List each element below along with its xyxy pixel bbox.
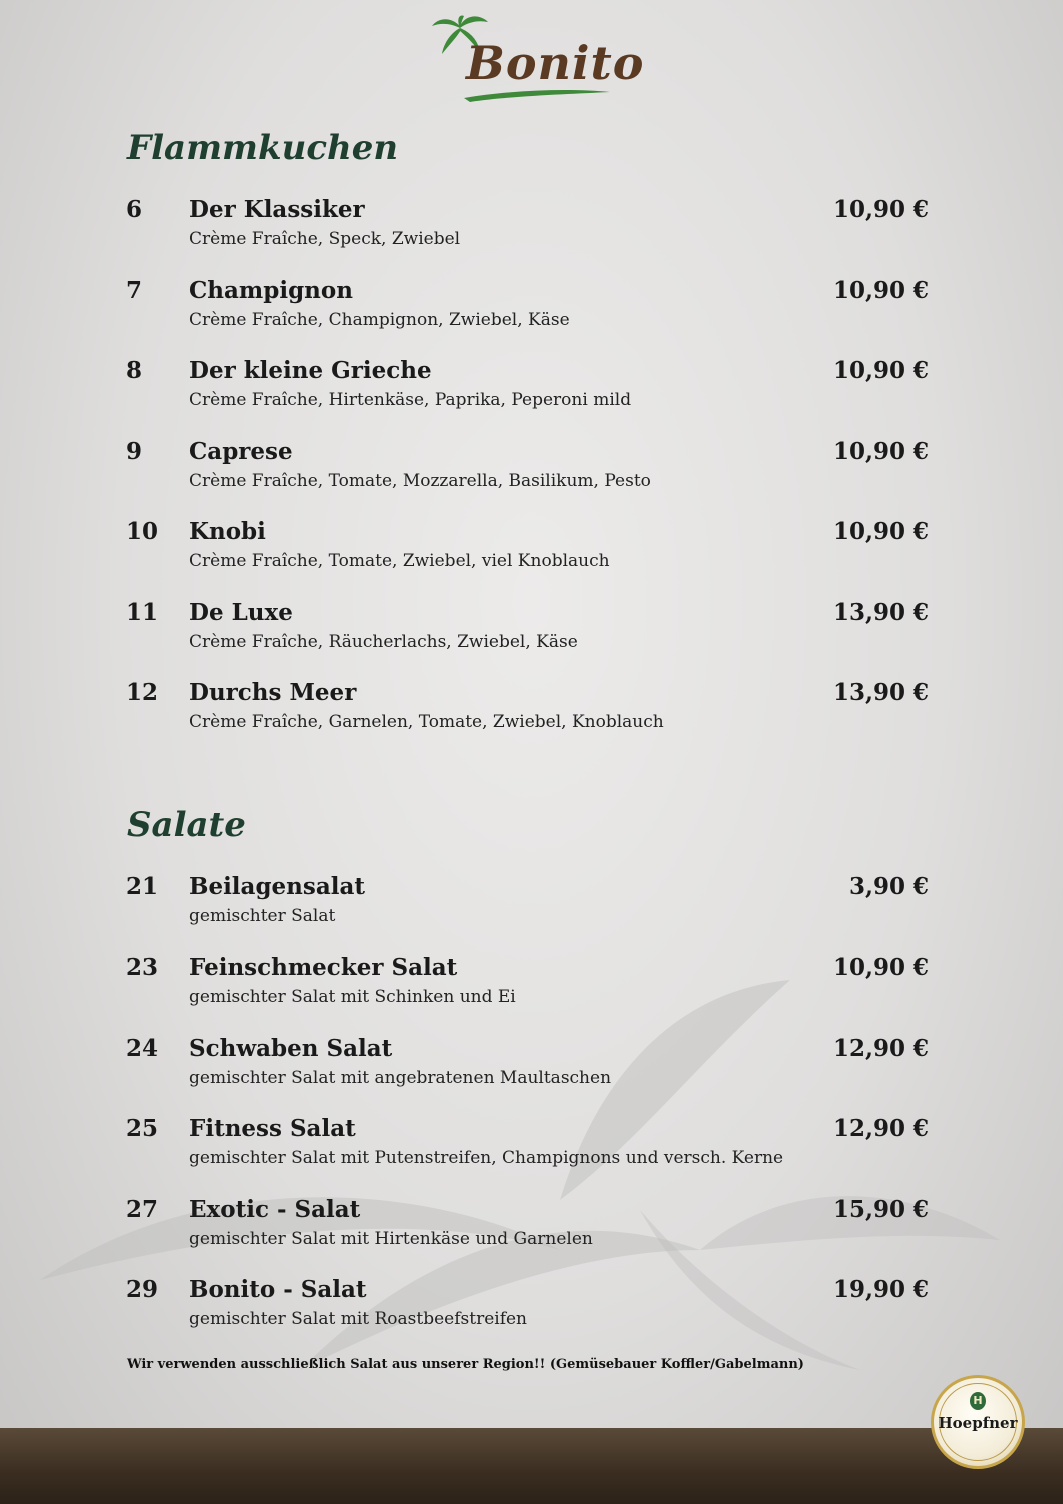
logo-text: Bonito: [466, 36, 645, 90]
item-name: Exotic - Salat: [189, 1196, 361, 1223]
item-name: Schwaben Salat: [189, 1035, 393, 1062]
item-number: 27: [126, 1196, 159, 1223]
item-description: Crème Fraîche, Garnelen, Tomate, Zwiebel, Knoblauch: [189, 712, 664, 732]
hoepfner-badge: [931, 1375, 1025, 1469]
item-description: Crème Fraîche, Tomate, Mozzarella, Basilikum, Pesto: [189, 471, 651, 491]
item-name: Caprese: [189, 438, 293, 465]
region-footnote: Wir verwenden ausschließlich Salat aus unserer Region!! (Gemüsebauer Koffler/Gabelmann): [127, 1357, 804, 1372]
item-description: gemischter Salat mit Roastbeefstreifen: [189, 1309, 527, 1329]
item-price: 10,90 €: [832, 277, 929, 304]
menu-item: [0, 873, 1063, 937]
menu-item: [0, 1276, 1063, 1340]
item-number: 7: [126, 277, 143, 304]
item-name: Der Klassiker: [189, 196, 365, 223]
leaf-watermark: [0, 950, 1063, 1420]
bottom-wood-bar: [0, 1428, 1063, 1504]
menu-item: [0, 599, 1063, 663]
item-description: gemischter Salat mit angebratenen Maultaschen: [189, 1068, 612, 1088]
menu-item: [0, 1035, 1063, 1099]
item-number: 10: [126, 518, 159, 545]
item-number: 24: [126, 1035, 159, 1062]
item-number: 21: [126, 873, 159, 900]
item-number: 9: [126, 438, 143, 465]
section-title-flammkuchen: Flammkuchen: [127, 128, 399, 168]
item-name: Durchs Meer: [189, 679, 357, 706]
item-number: 8: [126, 357, 143, 384]
item-price: 10,90 €: [832, 357, 929, 384]
menu-item: [0, 1115, 1063, 1179]
item-description: Crème Fraîche, Speck, Zwiebel: [189, 229, 461, 249]
menu-item: [0, 954, 1063, 1018]
menu-item: [0, 1196, 1063, 1260]
item-price: 15,90 €: [832, 1196, 929, 1223]
item-description: gemischter Salat: [189, 906, 336, 926]
item-name: Bonito - Salat: [189, 1276, 367, 1303]
item-number: 11: [126, 599, 159, 626]
item-number: 29: [126, 1276, 159, 1303]
hoepfner-h-icon: H: [970, 1392, 986, 1410]
menu-item: [0, 518, 1063, 582]
item-description: Crème Fraîche, Champignon, Zwiebel, Käse: [189, 310, 570, 330]
item-price: 19,90 €: [832, 1276, 929, 1303]
item-name: Beilagensalat: [189, 873, 366, 900]
menu-item: [0, 438, 1063, 502]
item-name: Champignon: [189, 277, 353, 304]
item-description: gemischter Salat mit Putenstreifen, Champignons und versch. Kerne: [189, 1148, 784, 1168]
badge-brand: Hoepfner: [938, 1414, 1018, 1432]
item-number: 6: [126, 196, 143, 223]
menu-item: [0, 196, 1063, 260]
item-description: Crème Fraîche, Tomate, Zwiebel, viel Knoblauch: [189, 551, 610, 571]
menu-item: [0, 679, 1063, 743]
item-number: 23: [126, 954, 159, 981]
item-description: Crème Fraîche, Räucherlachs, Zwiebel, Käse: [189, 632, 578, 652]
item-name: Knobi: [189, 518, 266, 545]
item-description: gemischter Salat mit Schinken und Ei: [189, 987, 516, 1007]
item-price: 13,90 €: [832, 599, 929, 626]
bonito-logo: [430, 14, 645, 106]
item-name: Der kleine Grieche: [189, 357, 432, 384]
item-price: 10,90 €: [832, 196, 929, 223]
item-description: Crème Fraîche, Hirtenkäse, Paprika, Peperoni mild: [189, 390, 632, 410]
menu-item: [0, 277, 1063, 341]
item-price: 10,90 €: [832, 954, 929, 981]
item-price: 12,90 €: [832, 1035, 929, 1062]
item-price: 10,90 €: [832, 438, 929, 465]
logo-swoosh: [430, 86, 615, 106]
item-price: 12,90 €: [832, 1115, 929, 1142]
item-name: Fitness Salat: [189, 1115, 356, 1142]
item-price: 13,90 €: [832, 679, 929, 706]
section-title-salate: Salate: [127, 805, 246, 845]
item-description: gemischter Salat mit Hirtenkäse und Garnelen: [189, 1229, 593, 1249]
item-name: De Luxe: [189, 599, 293, 626]
item-number: 12: [126, 679, 159, 706]
menu-item: [0, 357, 1063, 421]
item-price: 10,90 €: [832, 518, 929, 545]
item-price: 3,90 €: [848, 873, 929, 900]
item-number: 25: [126, 1115, 159, 1142]
item-name: Feinschmecker Salat: [189, 954, 458, 981]
